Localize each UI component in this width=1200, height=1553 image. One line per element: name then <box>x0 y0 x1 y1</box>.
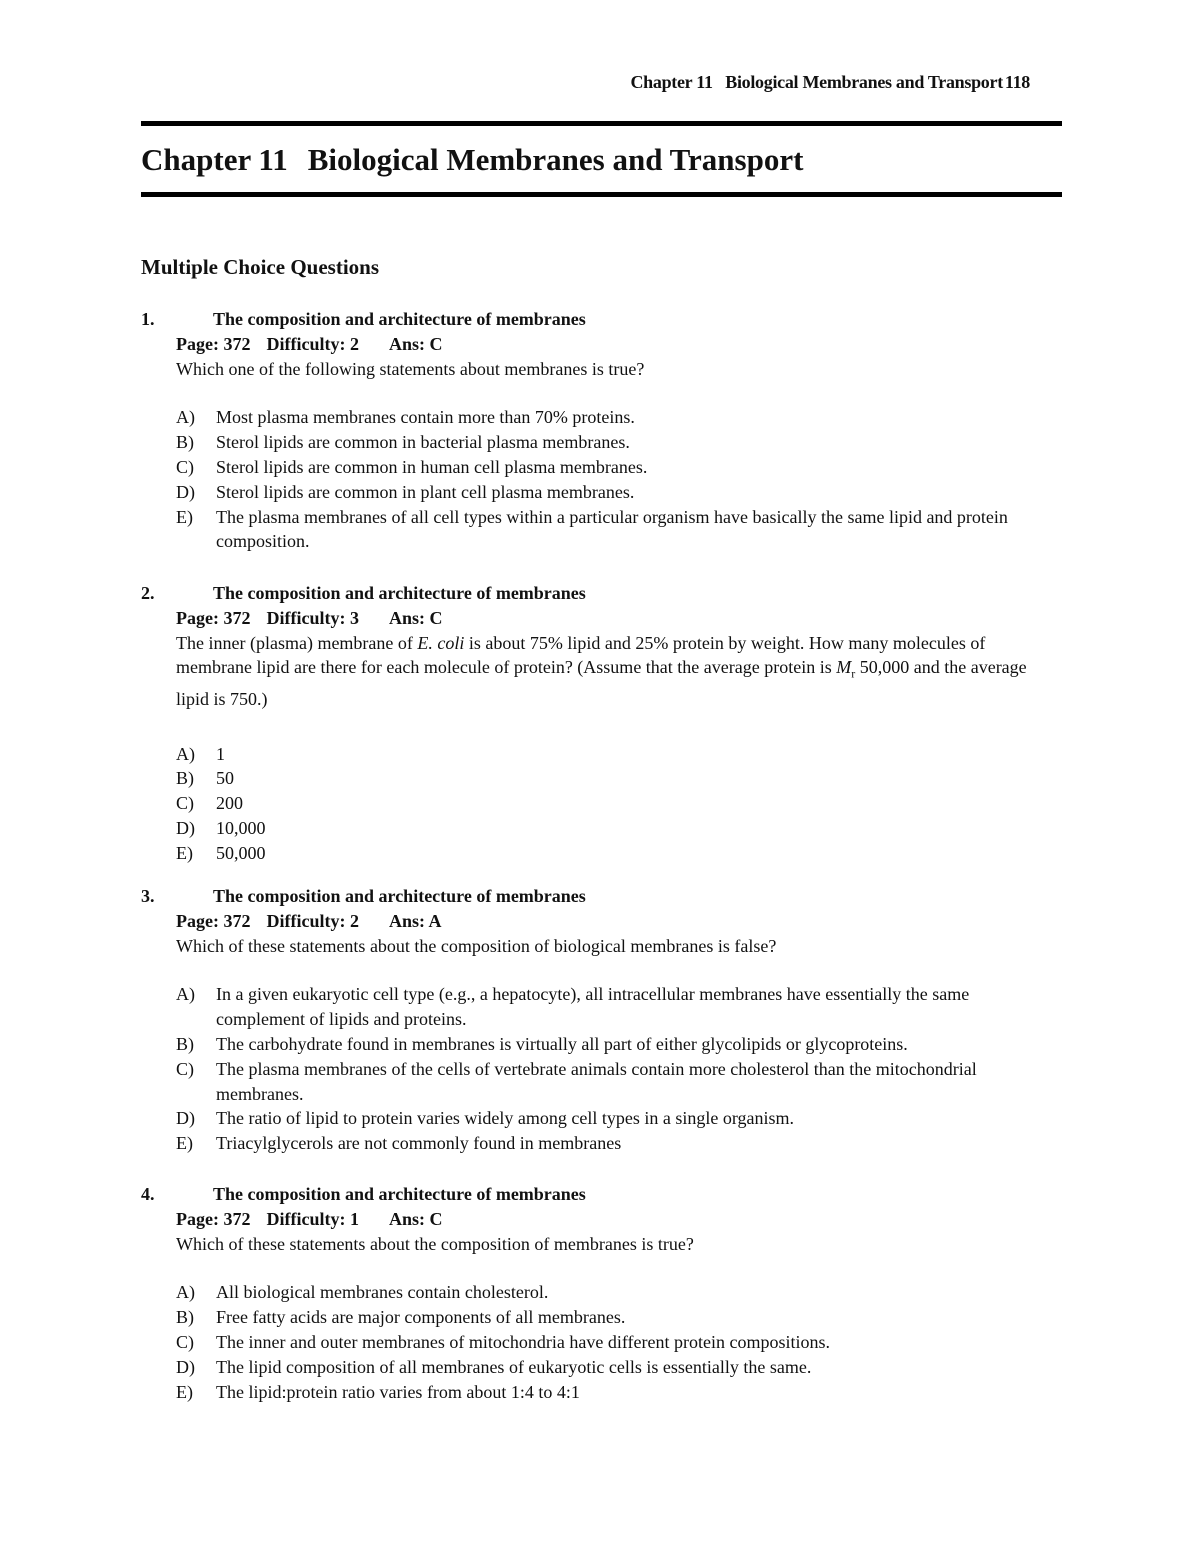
option-letter: C) <box>176 793 194 814</box>
difficulty: Difficulty: 3 <box>266 607 359 628</box>
answer-options <box>141 742 1062 866</box>
page-ref: Page: 372 <box>176 1208 251 1229</box>
option-text: In a given eukaryotic cell type (e.g., a hepatocyte), all intracellular membranes have essentially the same complement of lipids and proteins. <box>216 984 970 1030</box>
question-number: 3. <box>141 886 155 906</box>
difficulty: Difficulty: 2 <box>266 333 359 354</box>
option-text: The plasma membranes of all cell types within a particular organism have basically the same lipid and protein composition. <box>216 506 1008 552</box>
option-c <box>176 1330 1062 1355</box>
question-meta <box>141 332 1062 357</box>
option-b <box>176 430 1062 455</box>
question-number: 1. <box>141 309 155 329</box>
question-topic: The composition and architecture of membranes <box>213 886 586 906</box>
molecular-weight-symbol: M <box>836 657 852 678</box>
question-meta <box>141 1207 1062 1232</box>
option-letter: B) <box>176 1307 194 1328</box>
option-letter: E) <box>176 506 193 527</box>
question-meta <box>141 909 1062 934</box>
option-c <box>176 1057 1062 1107</box>
option-b <box>176 766 1062 791</box>
running-header <box>630 72 1030 93</box>
option-e <box>176 841 1062 866</box>
question-text <box>141 631 1062 712</box>
option-letter: D) <box>176 817 195 838</box>
option-text: The ratio of lipid to protein varies widely among cell types in a single organism. <box>216 1108 795 1129</box>
option-d <box>176 816 1062 841</box>
option-e <box>176 505 1062 555</box>
option-a <box>176 742 1062 767</box>
difficulty: Difficulty: 2 <box>266 910 359 931</box>
option-letter: D) <box>176 1108 195 1129</box>
answer: Ans: C <box>388 1208 443 1229</box>
option-text: The carbohydrate found in membranes is virtually all part of either glycolipids or glycoproteins. <box>216 1033 908 1054</box>
option-letter: B) <box>176 1033 194 1054</box>
species-name: E. coli <box>417 632 465 653</box>
question-number: 2. <box>141 583 155 603</box>
option-d <box>176 480 1062 505</box>
option-letter: D) <box>176 1356 195 1377</box>
option-a <box>176 1280 1062 1305</box>
question-text: Which of these statements about the composition of biological membranes is false? <box>176 935 777 956</box>
question-4 <box>141 1182 1062 1404</box>
chapter-title <box>141 142 803 178</box>
option-c <box>176 791 1062 816</box>
page-ref: Page: 372 <box>176 333 251 354</box>
option-letter: C) <box>176 1331 194 1352</box>
running-header-title: Chapter 11 Biological Membranes and Transport <box>630 72 1003 92</box>
option-letter: C) <box>176 456 194 477</box>
option-b <box>176 1305 1062 1330</box>
option-text: 50,000 <box>216 842 266 863</box>
question-text-part: 50,000 and the average lipid is 750.) <box>176 657 1027 709</box>
question-3 <box>141 884 1062 1156</box>
question-header <box>141 581 1062 606</box>
molecular-weight-subscript: r <box>851 666 856 681</box>
option-text: Sterol lipids are common in human cell plasma membranes. <box>216 456 648 477</box>
option-a <box>176 405 1062 430</box>
option-a <box>176 982 1062 1032</box>
answer-options <box>141 982 1062 1156</box>
chapter-number: Chapter 11 <box>141 142 288 177</box>
option-text: The plasma membranes of the cells of vertebrate animals contain more cholesterol than the mitochondrial membranes. <box>216 1058 977 1104</box>
page-number: 118 <box>1004 72 1030 92</box>
option-c <box>176 455 1062 480</box>
option-letter: C) <box>176 1058 194 1079</box>
answer-options <box>141 1280 1062 1404</box>
option-text: The inner and outer membranes of mitochondria have different protein compositions. <box>216 1331 830 1352</box>
question-header <box>141 884 1062 909</box>
question-topic: The composition and architecture of membranes <box>213 1184 586 1204</box>
title-rule-top <box>141 121 1062 126</box>
option-text: All biological membranes contain cholesterol. <box>216 1282 549 1303</box>
option-text: 10,000 <box>216 817 266 838</box>
option-letter: B) <box>176 768 194 789</box>
question-number: 4. <box>141 1184 155 1204</box>
option-text: The lipid:protein ratio varies from about 1:4 to 4:1 <box>216 1381 580 1402</box>
section-heading: Multiple Choice Questions <box>141 255 380 279</box>
question-1 <box>141 307 1062 554</box>
option-text: Free fatty acids are major components of all membranes. <box>216 1307 626 1328</box>
question-topic: The composition and architecture of membranes <box>213 583 586 603</box>
question-header <box>141 1182 1062 1207</box>
option-letter: A) <box>176 984 195 1005</box>
option-letter: A) <box>176 1282 195 1303</box>
option-letter: D) <box>176 481 195 502</box>
option-text: Triacylglycerols are not commonly found in membranes <box>216 1133 622 1154</box>
answer: Ans: C <box>388 333 443 354</box>
answer: Ans: C <box>388 607 443 628</box>
answer-options <box>141 405 1062 554</box>
page-ref: Page: 372 <box>176 910 251 931</box>
option-d <box>176 1106 1062 1131</box>
question-text-part: is about 75% lipid and 25% protein by weight. How many molecules of membrane lipid are there for each molecule of protein? (Assume that the average protein is <box>176 632 986 678</box>
question-text: Which of these statements about the composition of membranes is true? <box>176 1233 694 1254</box>
option-text: Sterol lipids are common in bacterial plasma membranes. <box>216 432 630 453</box>
question-2 <box>141 581 1062 866</box>
option-e <box>176 1380 1062 1405</box>
option-text: 200 <box>216 793 243 814</box>
option-e <box>176 1131 1062 1156</box>
option-text: 50 <box>216 768 234 789</box>
chapter-name: Biological Membranes and Transport <box>307 142 804 177</box>
option-letter: A) <box>176 407 195 428</box>
option-d <box>176 1355 1062 1380</box>
option-b <box>176 1032 1062 1057</box>
option-text: The lipid composition of all membranes of eukaryotic cells is essentially the same. <box>216 1356 812 1377</box>
answer: Ans: A <box>388 910 442 931</box>
question-header <box>141 307 1062 332</box>
option-letter: A) <box>176 743 195 764</box>
option-letter: B) <box>176 432 194 453</box>
option-letter: E) <box>176 1381 193 1402</box>
title-rule-bottom <box>141 192 1062 197</box>
option-letter: E) <box>176 1133 193 1154</box>
question-topic: The composition and architecture of membranes <box>213 309 586 329</box>
question-text: Which one of the following statements about membranes is true? <box>176 358 645 379</box>
option-letter: E) <box>176 842 193 863</box>
question-meta <box>141 606 1062 631</box>
option-text: 1 <box>216 743 225 764</box>
option-text: Sterol lipids are common in plant cell plasma membranes. <box>216 481 635 502</box>
difficulty: Difficulty: 1 <box>266 1208 359 1229</box>
page-ref: Page: 372 <box>176 607 251 628</box>
question-text-part: The inner (plasma) membrane of <box>176 632 418 653</box>
option-text: Most plasma membranes contain more than 70% proteins. <box>216 407 635 428</box>
